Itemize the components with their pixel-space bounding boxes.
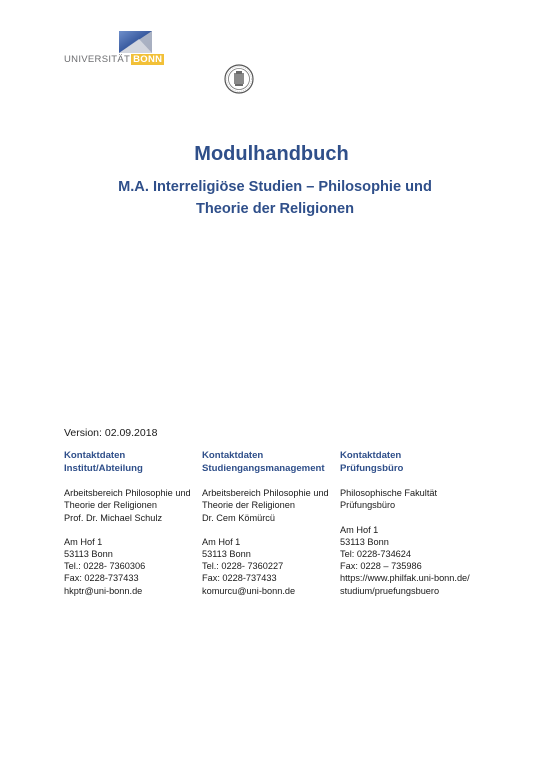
contact-heading [340,450,490,475]
email-link[interactable]: komurcu@uni-bonn.de [202,585,296,596]
version-label: Version: 02.09.2018 [64,427,158,439]
contact-column-program-management [202,450,342,597]
heading-line: Kontaktdaten [202,450,264,461]
university-logo [64,31,204,69]
contact-organisation [202,487,342,524]
address-line: Fax: 0228 – 735986 [340,561,422,572]
page-subtitle: M.A. Interreligiöse Studien – Philosophie und Theorie der Religionen [118,179,432,217]
heading-line: Studiengangsmanagement [202,462,325,474]
email-link[interactable]: hkptr@uni-bonn.de [64,585,143,596]
contact-address [202,536,342,597]
contact-heading [202,450,342,475]
university-wordmark [64,54,164,66]
address-line: Fax: 0228-737433 [202,573,277,584]
org-line: Prof. Dr. Michael Schulz [64,512,163,523]
wordmark-bonn: BONN [133,54,163,65]
contact-column-exam-office [340,450,490,597]
contact-column-institute [64,450,204,597]
address-line: Tel.: 0228- 7360306 [64,561,146,572]
org-line: Theorie der Religionen [202,500,295,511]
website-link[interactable]: studium/pruefungsbuero [340,585,440,596]
org-line: Prüfungsbüro [340,500,396,511]
contact-organisation [64,487,204,524]
address-line: Tel: 0228-734624 [340,549,412,559]
address-line: 53113 Bonn [64,549,113,559]
heading-line: Institut/Abteilung [64,462,143,474]
contact-organisation [340,487,490,511]
address-line: Fax: 0228-737433 [64,573,139,584]
address-line: 53113 Bonn [340,536,389,547]
address-line: Am Hof 1 [340,524,379,535]
org-line: Arbeitsbereich Philosophie und [64,488,191,499]
heading-line: Kontaktdaten [340,450,402,461]
address-line: Am Hof 1 [202,536,241,547]
org-line: Arbeitsbereich Philosophie und [202,488,329,499]
contact-address [340,524,490,597]
org-line: Philosophische Fakultät [340,488,438,499]
address-line: Am Hof 1 [64,536,103,547]
university-seal-icon [224,64,254,94]
org-line: Theorie der Religionen [64,500,157,511]
contact-address [64,536,204,597]
contact-heading [64,450,204,475]
heading-line: Kontaktdaten [64,450,126,461]
address-line: 53113 Bonn [202,549,251,559]
website-link[interactable]: https://www.philfak.uni-bonn.de/ [340,573,470,584]
org-line: Dr. Cem Kömürcü [202,512,276,523]
address-line: Tel.: 0228- 7360227 [202,561,284,572]
page-title: Modulhandbuch [194,143,349,165]
heading-line: Prüfungsbüro [340,462,404,474]
wordmark-university: UNIVERSITÄT [64,54,131,65]
